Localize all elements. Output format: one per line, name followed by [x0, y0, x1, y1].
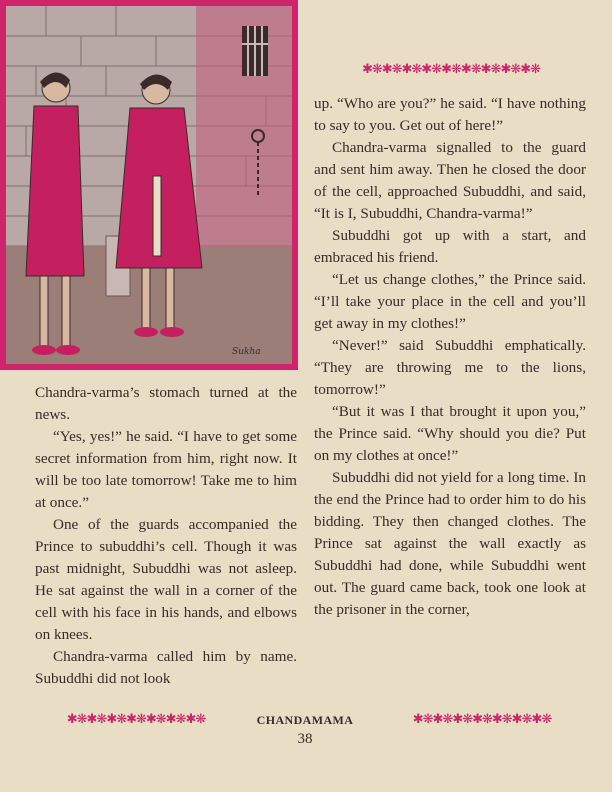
- paragraph: One of the guards accompanied the Prince to subuddhi’s cell. Though it was past midnight, Subuddhi was not asleep. He sat against the wall in a corner of the cell with his face in his hands, and elbows on knees.: [35, 516, 297, 643]
- paragraph: “Never!” said Subuddhi emphatically. “They are throwing me to the lions, tomorrow!”: [314, 337, 586, 398]
- paragraph: up. “Who are you?” he said. “I have nothing to say to you. Get out of here!”: [314, 95, 586, 134]
- paragraph: Chandra-varma called him by name. Subuddhi did not look: [35, 648, 297, 687]
- story-illustration: [0, 0, 298, 370]
- page-number: 38: [297, 731, 313, 747]
- footer-left-border: ✱❋✱❋✱❋✱❋✱❋✱❋✱❋: [66, 712, 206, 726]
- paragraph: “But it was I that brought it upon you,” the Prince said. “Why should you die? Put on my clothes at once!”: [314, 403, 586, 464]
- magazine-title: CHANDAMAMA: [256, 713, 354, 727]
- paragraph: Subuddhi got up with a start, and embraced his friend.: [314, 227, 586, 266]
- right-text-column: [314, 93, 586, 621]
- paragraph: “Let us change clothes,” the Prince said. “I’ll take your place in the cell and you’ll get away in my clothes!”: [314, 271, 586, 332]
- paragraph: “Yes, yes!” he said. “I have to get some secret information from him, right now. It will be too late tomorrow! Take me to him at once.”: [35, 428, 297, 511]
- footer-right-border: ✱❋✱❋✱❋✱❋✱❋✱❋✱❋: [412, 712, 552, 726]
- artist-signature: Sukha: [232, 347, 261, 357]
- prison-scene-image: [6, 6, 292, 364]
- paragraph: Subuddhi did not yield for a long time. In the end the Prince had to order him to do his bidding. They then changed clothes. The Prince sat against the wall exactly as Subuddhi had done, while Subuddhi went out. The guard came back, took one look at the prisoner in the corner,: [314, 469, 586, 618]
- top-decorative-border: ✱❋✱❋✱❋✱❋✱❋✱❋✱❋✱❋✱❋: [361, 62, 541, 76]
- left-text-column: [35, 382, 297, 690]
- paragraph: Chandra-varma signalled to the guard and sent him away. Then he closed the door of the cell, approached Subuddhi, and said, “It is I, Subuddhi, Chandra-varma!”: [314, 139, 586, 222]
- paragraph: Chandra-varma’s stomach turned at the news.: [35, 384, 297, 423]
